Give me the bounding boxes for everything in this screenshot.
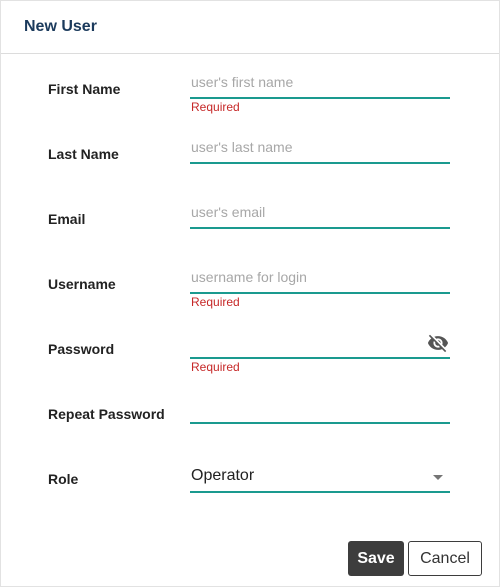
username-error: Required [191,295,240,309]
first-name-error: Required [191,100,240,114]
first-name-input[interactable] [191,69,421,95]
dialog-header [1,1,499,54]
email-label: Email [48,211,86,227]
role-select[interactable] [190,463,450,493]
password-error: Required [191,360,240,374]
last-name-field[interactable] [190,134,450,164]
password-label: Password [48,341,115,357]
eye-off-icon[interactable] [427,332,449,354]
save-button[interactable]: Save [348,541,404,576]
dialog-title: New User [24,18,97,35]
password-field[interactable] [190,329,450,359]
first-name-field[interactable] [190,69,450,99]
username-label: Username [48,276,116,292]
repeat-password-field[interactable] [190,394,450,424]
cancel-button[interactable]: Cancel [408,541,482,576]
last-name-input[interactable] [191,134,421,160]
role-label: Role [48,471,79,487]
email-input[interactable] [191,199,421,225]
username-input[interactable] [191,264,421,290]
email-field[interactable] [190,199,450,229]
last-name-label: Last Name [48,146,119,162]
caret-down-icon[interactable] [433,475,443,480]
first-name-label: First Name [48,81,121,97]
username-field[interactable] [190,264,450,294]
repeat-password-input[interactable] [191,394,421,420]
repeat-password-label: Repeat Password [48,406,165,422]
role-selected-value: Operator [191,467,255,484]
password-input[interactable] [191,329,421,355]
